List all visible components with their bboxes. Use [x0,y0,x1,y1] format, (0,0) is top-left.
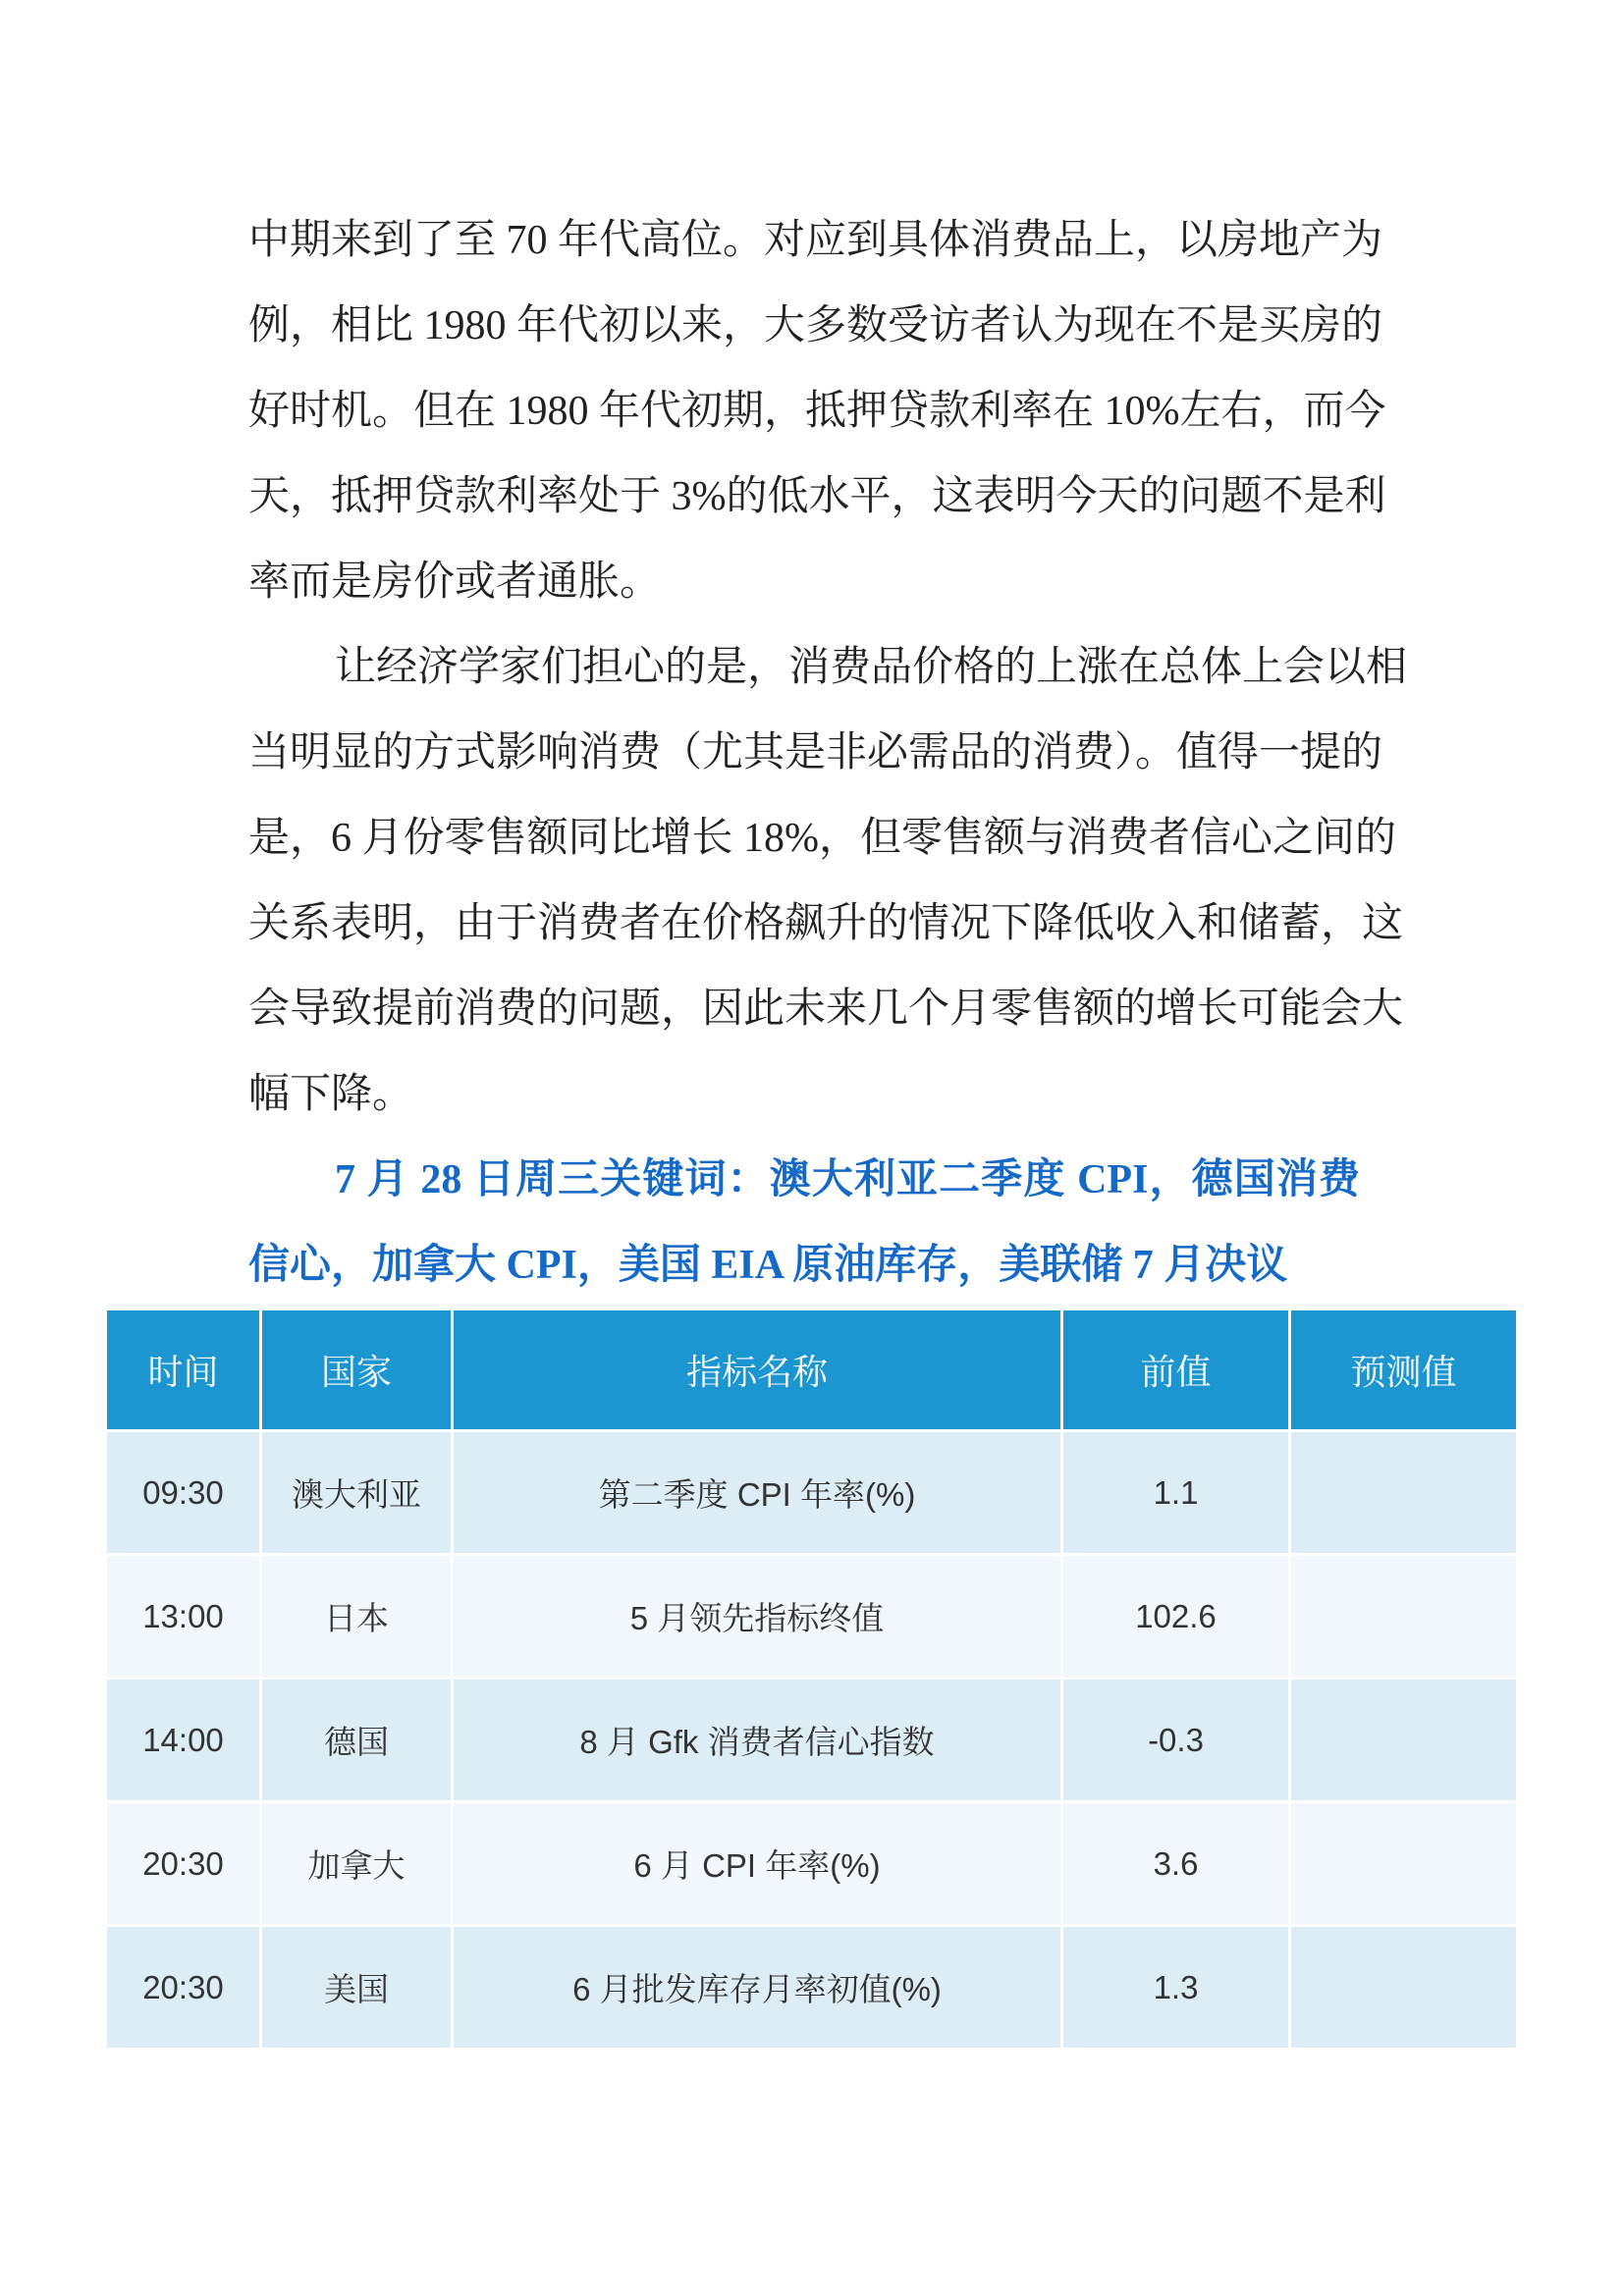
body-line: 好时机。但在 1980 年代初期，抵押贷款利率在 10%左右，而今 [248,389,1386,434]
cell-time: 14:00 [107,1680,259,1800]
cell-previous: 102.6 [1063,1556,1288,1677]
cell-country: 日本 [262,1556,451,1677]
body-line: 是，6 月份零售额同比增长 18%，但零售额与消费者信心之间的 [248,816,1396,861]
economic-calendar-table [107,1310,1519,2048]
body-line: 关系表明，由于消费者在价格飙升的情况下降低收入和储蓄，这 [248,901,1404,946]
body-line: 中期来到了至 70 年代高位。对应到具体消费品上，以房地产为 [248,218,1383,263]
cell-time: 13:00 [107,1556,259,1677]
cell-previous: 3.6 [1063,1803,1288,1924]
col-header-forecast: 预测值 [1291,1310,1516,1429]
body-line: 例，相比 1980 年代初以来，大多数受访者认为现在不是买房的 [248,303,1383,348]
cell-previous: 1.3 [1063,1927,1288,2048]
col-header-time: 时间 [107,1310,259,1429]
cell-time: 09:30 [107,1432,259,1553]
body-line: 率而是房价或者通胀。 [248,560,662,605]
cell-country: 德国 [262,1680,451,1800]
body-line: 会导致提前消费的问题，因此未来几个月零售额的增长可能会大 [248,987,1404,1032]
cell-country: 加拿大 [262,1803,451,1924]
body-line: 天，抵押贷款利率处于 3%的低水平，这表明今天的问题不是利 [248,474,1386,519]
article-body [248,198,1408,1308]
cell-previous: 1.1 [1063,1432,1288,1553]
cell-forecast [1291,1803,1516,1924]
cell-previous: -0.3 [1063,1680,1288,1800]
cell-indicator: 5 月领先指标终值 [454,1556,1060,1677]
keywords-headline-line: 7 月 28 日周三关键词：澳大利亚二季度 CPI，德国消费 [335,1157,1360,1202]
cell-indicator: 6 月批发库存月率初值(%) [454,1927,1060,2048]
body-line: 当明显的方式影响消费（尤其是非必需品的消费）。值得一提的 [248,730,1383,775]
cell-time: 20:30 [107,1927,259,2048]
body-line: 让经济学家们担心的是，消费品价格的上涨在总体上会以相 [335,645,1408,690]
cell-indicator: 6 月 CPI 年率(%) [454,1803,1060,1924]
cell-forecast [1291,1432,1516,1553]
cell-indicator: 第二季度 CPI 年率(%) [454,1432,1060,1553]
cell-forecast [1291,1556,1516,1677]
body-line: 幅下降。 [248,1072,414,1117]
col-header-previous: 前值 [1063,1310,1288,1429]
cell-indicator: 8 月 Gfk 消费者信心指数 [454,1680,1060,1800]
col-header-indicator: 指标名称 [454,1310,1060,1429]
cell-forecast [1291,1680,1516,1800]
cell-forecast [1291,1927,1516,2048]
cell-country: 澳大利亚 [262,1432,451,1553]
cell-time: 20:30 [107,1803,259,1924]
col-header-country: 国家 [262,1310,451,1429]
cell-country: 美国 [262,1927,451,2048]
keywords-headline-line: 信心，加拿大 CPI，美国 EIA 原油库存，美联储 7 月决议 [248,1243,1288,1288]
